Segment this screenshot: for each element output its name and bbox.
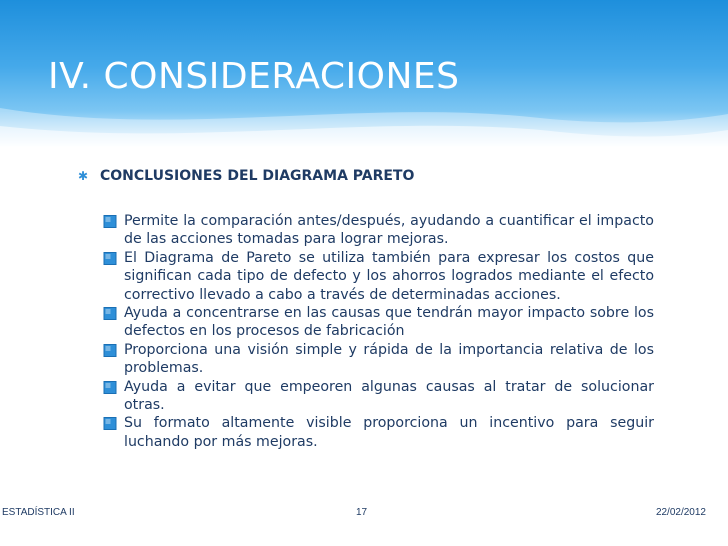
slide-title: IV. CONSIDERACIONES bbox=[48, 56, 460, 97]
check-icon bbox=[102, 252, 118, 265]
bullet-text: Ayuda a concentrarse en las causas que tendrán mayor impacto sobre los defectos en los procesos de fabricación bbox=[124, 305, 654, 340]
list-item bbox=[102, 212, 654, 249]
footer-course-label: ESTADÍSTICA II bbox=[2, 507, 75, 518]
list-item bbox=[102, 378, 654, 415]
check-icon bbox=[102, 417, 118, 430]
bullet-text: Proporciona una visión simple y rápida de la importancia relativa de los problemas. bbox=[124, 341, 654, 377]
check-icon bbox=[102, 307, 118, 320]
bullet-text: Ayuda a evitar que empeoren algunas causas al tratar de solucionar otras. bbox=[124, 378, 654, 414]
footer-page-number: 17 bbox=[356, 507, 368, 518]
star-icon: ✱ bbox=[78, 169, 89, 183]
footer-date: 22/02/2012 bbox=[655, 507, 706, 518]
list-item bbox=[102, 414, 654, 451]
list-item bbox=[102, 341, 654, 378]
list-item bbox=[102, 304, 654, 341]
section-subheading: CONCLUSIONES DEL DIAGRAMA PARETO bbox=[100, 168, 415, 184]
bullet-list bbox=[102, 212, 654, 451]
bullet-text: Permite la comparación antes/después, ayudando a cuantificar el impacto de las acciones tomadas para lograr mejoras. bbox=[124, 213, 654, 248]
check-icon bbox=[102, 215, 118, 228]
bullet-text: El Diagrama de Pareto se utiliza también para expresar los costos que significan cada tipo de defecto y los ahorros logrados mediante el efecto correctivo llevado a cabo a través de determinadas acciones. bbox=[124, 249, 654, 303]
list-item bbox=[102, 249, 654, 304]
subhead-row bbox=[78, 168, 414, 184]
header-wave-decoration bbox=[0, 88, 728, 168]
bullet-text: Su formato altamente visible proporciona un incentivo para seguir luchando por más mejoras. bbox=[124, 415, 654, 450]
check-icon bbox=[102, 381, 118, 394]
check-icon bbox=[102, 344, 118, 357]
